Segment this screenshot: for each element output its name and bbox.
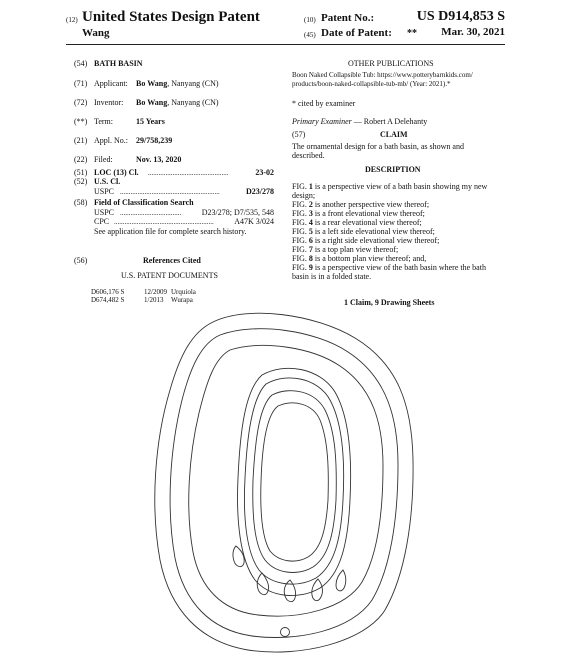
- description-label: DESCRIPTION: [365, 165, 421, 174]
- appl-number: 29/758,239: [136, 136, 173, 145]
- field-uspc-value: D23/278; D7/535, 548: [201, 208, 274, 217]
- slot-hole-icon: [284, 580, 295, 602]
- patent-title: BATH BASIN: [94, 59, 143, 68]
- inventor: Bo Wang, Nanyang (CN): [136, 98, 219, 107]
- loc-dots: ..............................................: [148, 169, 229, 177]
- applicant-code: (71): [74, 79, 88, 88]
- other-pub-line-1: Boon Naked Collapsible Tub: https://www.potterybarnkids.com/: [292, 71, 473, 79]
- other-pub-line-2: products/boon-naked-collapsible-tub-mb/ (Year: 2021).*: [292, 80, 451, 88]
- applicant-label: Applicant:: [94, 79, 128, 88]
- uscl-label: U.S. Cl.: [94, 177, 121, 186]
- us-docs-label: U.S. PATENT DOCUMENTS: [121, 271, 218, 280]
- title-code: (54): [74, 59, 88, 68]
- date-label: Date of Patent:: [321, 27, 392, 39]
- ref-date: 1/2013: [144, 296, 164, 304]
- inventor-surname: Wang: [82, 27, 110, 39]
- patent-number: US D914,853 S: [416, 9, 505, 24]
- field-note: See application file for complete search history.: [94, 227, 247, 236]
- basin-outer-rim: [155, 313, 413, 652]
- uscl-uspc-label: USPC: [94, 187, 115, 196]
- cited-note: * cited by examiner: [292, 99, 356, 108]
- term-label: Term:: [94, 117, 113, 126]
- field-uspc-label: USPC: [94, 208, 115, 217]
- inventor-code: (72): [74, 98, 88, 107]
- refs-label: References Cited: [143, 256, 201, 265]
- ref-name: Urquiola: [171, 288, 196, 296]
- basin-rim-edge: [189, 345, 383, 616]
- uscl-code: (52): [74, 177, 88, 186]
- field-cpc-dots: .........................................................: [114, 218, 214, 226]
- ref-date: 12/2009: [144, 288, 167, 296]
- ref-name: Wurapa: [171, 296, 193, 304]
- filed-date: Nov. 13, 2020: [136, 155, 182, 164]
- field-cpc-value: A47K 3/024: [234, 217, 274, 226]
- other-pubs-label: OTHER PUBLICATIONS: [348, 59, 434, 68]
- term-code: (**): [74, 117, 88, 126]
- inventor-label: Inventor:: [94, 98, 124, 107]
- slot-hole-icon: [336, 570, 346, 591]
- patent-no-code: (10): [304, 16, 316, 24]
- description-line: FIG. 5 is a left side elevational view thereof;: [292, 227, 435, 236]
- field-uspc-dots: ...................................: [120, 209, 182, 217]
- filed-code: (22): [74, 155, 88, 164]
- field-cpc-label: CPC: [94, 217, 110, 226]
- loc-value: 23-02: [255, 168, 274, 177]
- description-line: FIG. 3 is a front elevational view thereof;: [292, 209, 425, 218]
- loc-label: LOC (13) Cl.: [94, 168, 139, 177]
- filed-label: Filed:: [94, 155, 113, 164]
- date-mark: **: [407, 28, 417, 39]
- doc-type: United States Design Patent: [82, 9, 260, 25]
- claim-label: CLAIM: [380, 130, 408, 139]
- appl-label: Appl. No.:: [94, 136, 128, 145]
- doc-type-code: (12): [66, 16, 78, 24]
- drain-hole-icon: [281, 628, 290, 637]
- basin-wall-mid: [244, 378, 343, 584]
- description-line: FIG. 2 is another perspective view thereof;: [292, 200, 430, 209]
- uscl-uspc-value: D23/278: [246, 187, 274, 196]
- description-line: FIG. 1 is a perspective view of a bath basin showing my new: [292, 182, 488, 191]
- basin-ridge: [253, 391, 337, 573]
- basin-floor: [261, 403, 329, 561]
- refs-code: (56): [74, 256, 88, 265]
- description-line: design;: [292, 191, 316, 200]
- term-value: 15 Years: [136, 117, 165, 126]
- applicant: Bo Wang, Nanyang (CN): [136, 79, 219, 88]
- field-label: Field of Classification Search: [94, 198, 194, 207]
- field-code: (58): [74, 198, 88, 207]
- claims-summary: 1 Claim, 9 Drawing Sheets: [344, 298, 435, 307]
- uscl-uspc-dots: .........................................................: [120, 188, 220, 196]
- claim-line-1: The ornamental design for a bath basin, as shown and: [292, 142, 464, 151]
- loc-code: (51): [74, 168, 88, 177]
- description-line: FIG. 4 is a rear elevational view thereof;: [292, 218, 422, 227]
- patent-no-label: Patent No.:: [321, 12, 375, 24]
- appl-code: (21): [74, 136, 88, 145]
- claim-line-2: described.: [292, 151, 325, 160]
- examiner: Primary Examiner — Robert A Delehanty: [292, 117, 428, 126]
- description-line: basin is in a folded state.: [292, 272, 372, 281]
- ref-number: D606,176 S: [91, 288, 125, 296]
- description-line: FIG. 6 is a right side elevational view thereof;: [292, 236, 440, 245]
- description-line: FIG. 7 is a top plan view thereof;: [292, 245, 399, 254]
- claim-code: (57): [292, 130, 306, 139]
- patent-date: Mar. 30, 2021: [441, 26, 505, 38]
- ref-number: D674,482 S: [91, 296, 125, 304]
- description-line: FIG. 8 is a bottom plan view thereof; and,: [292, 254, 427, 263]
- description-line: FIG. 9 is a perspective view of the bath basin where the bath: [292, 263, 486, 272]
- date-code: (45): [304, 31, 316, 39]
